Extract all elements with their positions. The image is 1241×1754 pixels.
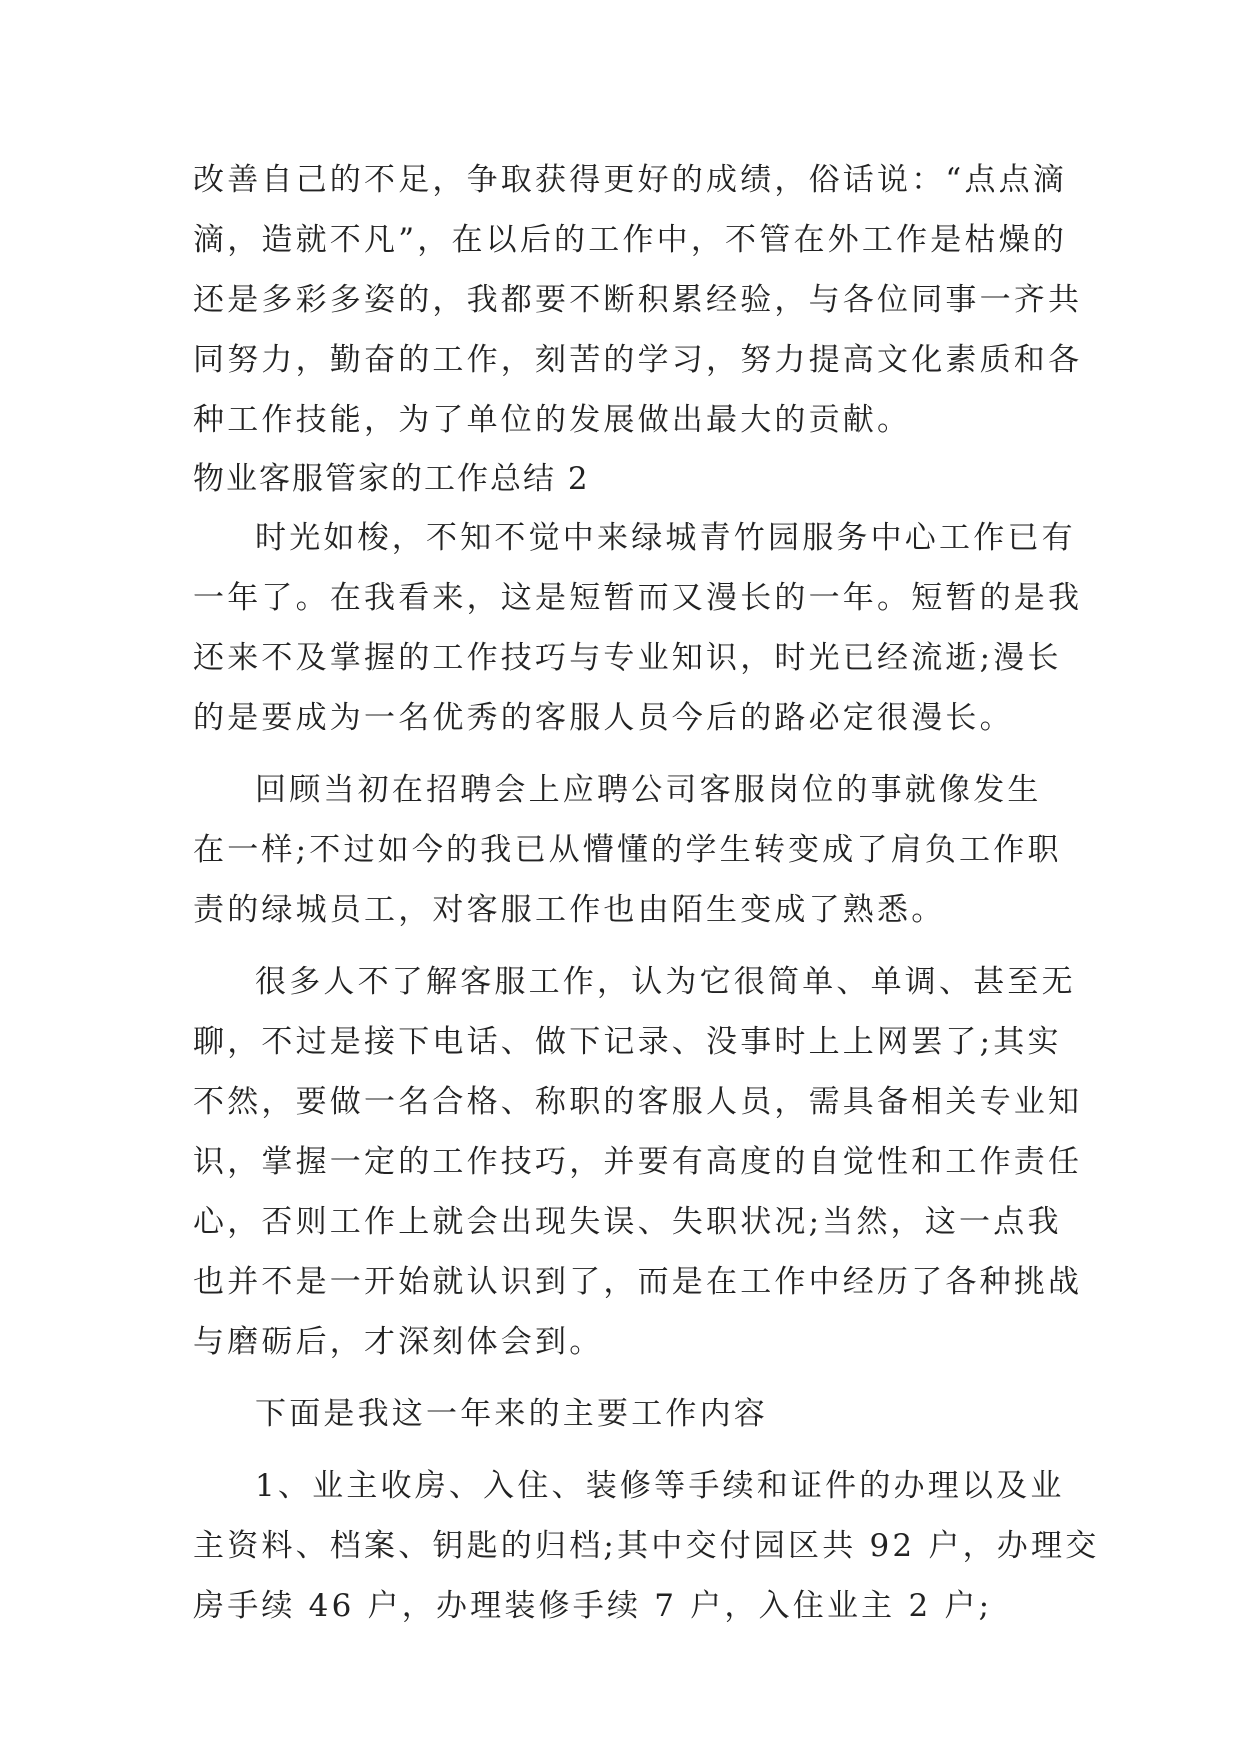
text-line: 主资料、档案、钥匙的归档;其中交付园区共 92 户，办理交 [193,1528,1100,1564]
text-line: 滴，造就不凡”，在以后的工作中，不管在外工作是枯燥的 [193,222,1068,258]
text-line: 不然，要做一名合格、称职的客服人员，需具备相关专业知 [193,1084,1083,1120]
text-line: 与磨砺后，才深刻体会到。 [193,1324,604,1360]
text-line: 房手续 46 户，办理装修手续 7 户，入住业主 2 户; [193,1588,993,1624]
paragraph-gap [193,1372,1053,1384]
text-line: 改善自己的不足，争取获得更好的成绩，俗话说：“点点滴 [193,162,1068,198]
text-line: 很多人不了解客服工作，认为它很简单、单调、甚至无 [255,964,1076,1000]
paragraph-4 [193,1384,1053,1444]
paragraph-1 [193,508,1083,748]
text-line: 聊，不过是接下电话、做下记录、没事时上上网罢了;其实 [193,1024,1062,1060]
text-line: 种工作技能，为了单位的发展做出最大的贡献。 [193,402,912,438]
text-line: 同努力，勤奋的工作，刻苦的学习，努力提高文化素质和各 [193,342,1083,378]
section-title: 物业客服管家的工作总结 2 [193,461,590,497]
text-line: 下面是我这一年来的主要工作内容 [255,1396,768,1432]
paragraph-2 [193,760,1062,940]
paragraph-gap [193,748,1053,760]
text-line: 的是要成为一名优秀的客服人员今后的路必定很漫长。 [193,700,1014,736]
text-line: 一年了。在我看来，这是短暂而又漫长的一年。短暂的是我 [193,580,1083,616]
text-line: 还来不及掌握的工作技巧与专业知识，时光已经流逝;漫长 [193,640,1062,676]
text-line: 责的绿城员工，对客服工作也由陌生变成了熟悉。 [193,892,946,928]
text-line: 时光如梭，不知不觉中来绿城青竹园服务中心工作已有 [255,520,1076,556]
paragraph-gap [193,1444,1053,1456]
text-line: 还是多彩多姿的，我都要不断积累经验，与各位同事一齐共 [193,282,1083,318]
text-line: 1、业主收房、入住、装修等手续和证件的办理以及业 [255,1468,1065,1504]
text-line: 在一样;不过如今的我已从懵懂的学生转变成了肩负工作职 [193,832,1062,868]
text-line: 也并不是一开始就认识到了，而是在工作中经历了各种挑战 [193,1264,1083,1300]
text-line: 识，掌握一定的工作技巧，并要有高度的自觉性和工作责任 [193,1144,1083,1180]
text-line: 回顾当初在招聘会上应聘公司客服岗位的事就像发生 [255,772,1042,808]
paragraph-intro-continued [193,150,1083,450]
paragraph-3 [193,952,1083,1372]
paragraph-5 [193,1456,1100,1636]
document-body [193,150,1100,1636]
paragraph-gap [193,940,1053,952]
text-line: 心，否则工作上就会出现失误、失职状况;当然，这一点我 [193,1204,1062,1240]
